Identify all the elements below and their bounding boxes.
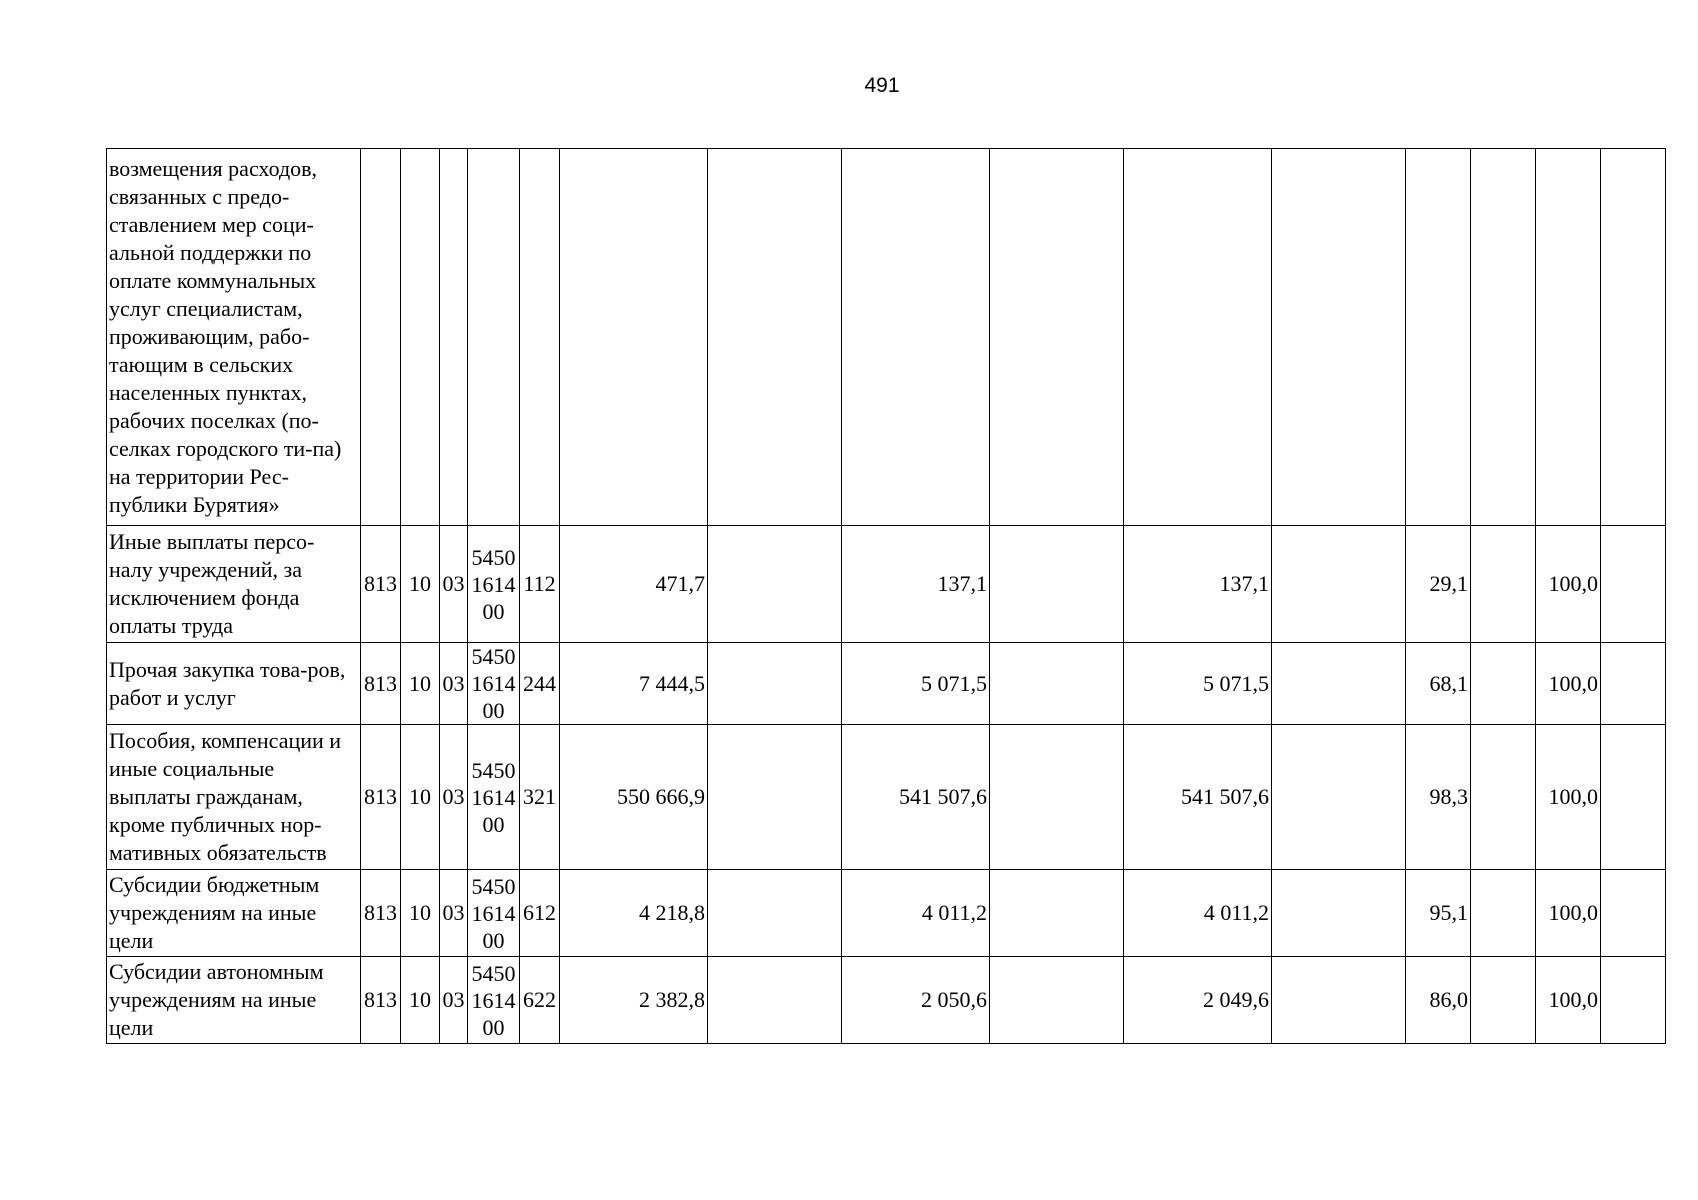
target-article-code-part: 5450 (471, 873, 516, 899)
section-code-cell: 10 (401, 725, 440, 870)
subsection-code-cell: 03 (440, 870, 468, 957)
percent-of-plan-cell: 29,1 (1406, 526, 1471, 643)
percent-of-execution-cell: 100,0 (1536, 526, 1601, 643)
planned-amount-cell: 4 218,8 (560, 870, 708, 957)
empty-cell (1601, 725, 1666, 870)
section-code-cell: 10 (401, 526, 440, 643)
expense-name-cell: Пособия, компенсации и иные социальные выплаты гражданам, кроме публичных нор-мативных обязательств (107, 725, 361, 870)
empty-cell (708, 957, 842, 1044)
table-row (107, 149, 1666, 526)
empty-cell (1471, 526, 1536, 643)
target-article-code-cell (468, 643, 520, 725)
page-number: 491 (864, 74, 900, 97)
target-article-code-part: 5450 (471, 960, 516, 986)
cash-execution-cell: 137,1 (1124, 526, 1272, 643)
expense-type-code-cell: 612 (520, 870, 560, 957)
cash-execution-cell: 2 049,6 (1124, 957, 1272, 1044)
target-article-code-cell (468, 149, 520, 526)
percent-of-plan-cell: 95,1 (1406, 870, 1471, 957)
target-article-code-cell (468, 870, 520, 957)
target-article-code-part: 1614 (471, 987, 516, 1013)
empty-cell (1601, 643, 1666, 725)
budget-execution-table (106, 148, 1666, 1044)
target-article-code-cell (468, 526, 520, 643)
empty-cell (1601, 957, 1666, 1044)
executed-amount-cell: 4 011,2 (842, 870, 990, 957)
empty-cell (990, 526, 1124, 643)
empty-cell (1272, 957, 1406, 1044)
target-article-code-part: 00 (482, 698, 505, 723)
table-row (107, 526, 1666, 643)
percent-of-execution-cell (1536, 149, 1601, 526)
section-code-cell: 10 (401, 643, 440, 725)
percent-of-execution-cell: 100,0 (1536, 870, 1601, 957)
expense-name-cell: возмещения расходов, связанных с предо-ставлением мер соци-альной поддержки по оплате коммунальных услуг специалистам, проживающим, рабо-тающим в сельских населенных пунктах, рабочих поселках (по-селках городского ти-па) на территории Рес-публики Бурятия» (107, 149, 361, 526)
percent-of-execution-cell: 100,0 (1536, 643, 1601, 725)
percent-of-execution-cell: 100,0 (1536, 725, 1601, 870)
ministry-code-cell: 813 (361, 526, 401, 643)
empty-cell (1601, 870, 1666, 957)
target-article-code-part: 5450 (471, 757, 516, 783)
subsection-code-cell (440, 149, 468, 526)
empty-cell (1471, 957, 1536, 1044)
executed-amount-cell: 541 507,6 (842, 725, 990, 870)
empty-cell (990, 149, 1124, 526)
cash-execution-cell: 4 011,2 (1124, 870, 1272, 957)
empty-cell (1272, 870, 1406, 957)
empty-cell (990, 643, 1124, 725)
expense-type-code-cell: 244 (520, 643, 560, 725)
expense-name-cell: Иные выплаты персо-налу учреждений, за исключением фонда оплаты труда (107, 526, 361, 643)
table-row (107, 725, 1666, 870)
percent-of-execution-cell: 100,0 (1536, 957, 1601, 1044)
empty-cell (1272, 149, 1406, 526)
section-code-cell: 10 (401, 957, 440, 1044)
empty-cell (708, 870, 842, 957)
expense-name-cell: Прочая закупка това-ров, работ и услуг (107, 643, 361, 725)
executed-amount-cell (842, 149, 990, 526)
subsection-code-cell: 03 (440, 725, 468, 870)
empty-cell (1272, 725, 1406, 870)
empty-cell (1601, 526, 1666, 643)
expense-name-cell: Субсидии бюджетным учреждениям на иные цели (107, 870, 361, 957)
table-row (107, 870, 1666, 957)
cash-execution-cell (1124, 149, 1272, 526)
empty-cell (1601, 149, 1666, 526)
executed-amount-cell: 5 071,5 (842, 643, 990, 725)
target-article-code-part: 1614 (471, 671, 516, 696)
expense-type-code-cell: 112 (520, 526, 560, 643)
empty-cell (990, 725, 1124, 870)
planned-amount-cell: 7 444,5 (560, 643, 708, 725)
ministry-code-cell: 813 (361, 870, 401, 957)
empty-cell (990, 870, 1124, 957)
section-code-cell: 10 (401, 870, 440, 957)
expense-type-code-cell (520, 149, 560, 526)
empty-cell (708, 526, 842, 643)
empty-cell (708, 643, 842, 725)
target-article-code-part: 1614 (471, 571, 516, 597)
ministry-code-cell: 813 (361, 643, 401, 725)
ministry-code-cell: 813 (361, 957, 401, 1044)
target-article-code-part: 1614 (471, 900, 516, 926)
empty-cell (1471, 643, 1536, 725)
executed-amount-cell: 137,1 (842, 526, 990, 643)
expense-name-cell: Субсидии автономным учреждениям на иные цели (107, 957, 361, 1044)
target-article-code-cell (468, 957, 520, 1044)
target-article-code-part: 00 (482, 598, 505, 624)
executed-amount-cell: 2 050,6 (842, 957, 990, 1044)
empty-cell (1471, 870, 1536, 957)
cash-execution-cell: 541 507,6 (1124, 725, 1272, 870)
ministry-code-cell (361, 149, 401, 526)
percent-of-plan-cell (1406, 149, 1471, 526)
empty-cell (1471, 149, 1536, 526)
percent-of-plan-cell: 68,1 (1406, 643, 1471, 725)
target-article-code-part: 00 (482, 927, 505, 953)
planned-amount-cell (560, 149, 708, 526)
target-article-code-part: 00 (482, 1014, 505, 1040)
target-article-code-cell (468, 725, 520, 870)
expense-type-code-cell: 321 (520, 725, 560, 870)
target-article-code-part: 5450 (471, 544, 516, 570)
empty-cell (708, 149, 842, 526)
empty-cell (708, 725, 842, 870)
expense-type-code-cell: 622 (520, 957, 560, 1044)
planned-amount-cell: 471,7 (560, 526, 708, 643)
subsection-code-cell: 03 (440, 957, 468, 1044)
percent-of-plan-cell: 86,0 (1406, 957, 1471, 1044)
target-article-code-part: 00 (482, 811, 505, 837)
target-article-code-part: 5450 (471, 644, 516, 669)
planned-amount-cell: 550 666,9 (560, 725, 708, 870)
cash-execution-cell: 5 071,5 (1124, 643, 1272, 725)
percent-of-plan-cell: 98,3 (1406, 725, 1471, 870)
empty-cell (1272, 526, 1406, 643)
target-article-code-part: 1614 (471, 784, 516, 810)
empty-cell (990, 957, 1124, 1044)
section-code-cell (401, 149, 440, 526)
empty-cell (1272, 643, 1406, 725)
subsection-code-cell: 03 (440, 526, 468, 643)
empty-cell (1471, 725, 1536, 870)
table-row (107, 643, 1666, 725)
table-row (107, 957, 1666, 1044)
subsection-code-cell: 03 (440, 643, 468, 725)
ministry-code-cell: 813 (361, 725, 401, 870)
planned-amount-cell: 2 382,8 (560, 957, 708, 1044)
